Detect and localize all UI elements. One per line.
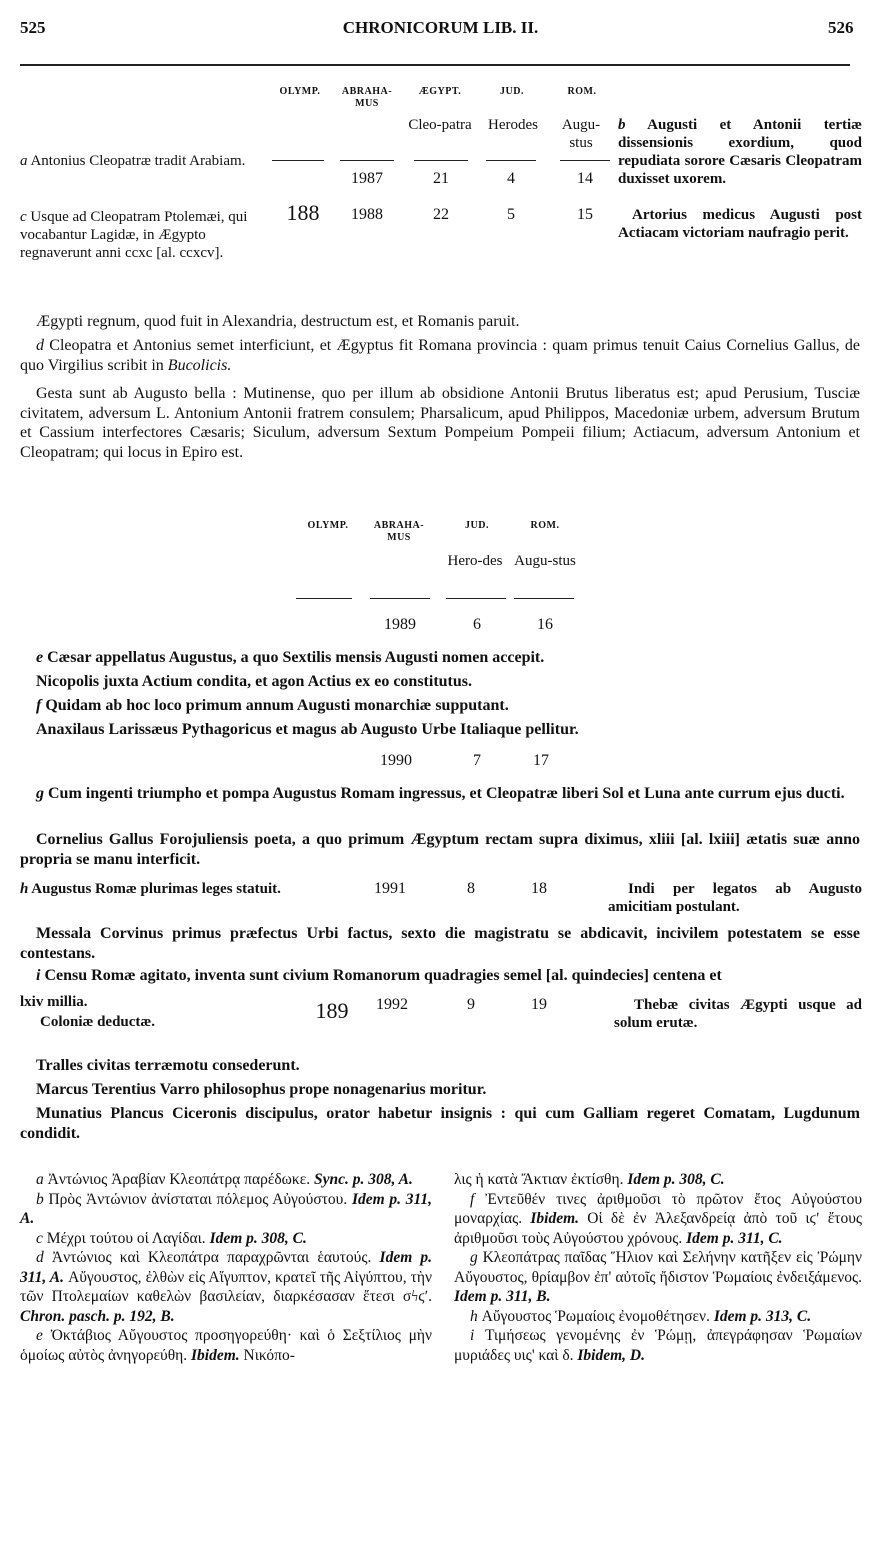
rule-dash [340,160,394,161]
t2-col-jud: JUD. [465,520,489,531]
book: Bucolicis. [167,356,232,374]
jud-9: 9 [467,996,475,1013]
ref: Ibidem. [530,1210,580,1227]
rule-dash [414,160,468,161]
marker: h [470,1307,478,1325]
t2-abraham-1989: 1989 [384,616,416,633]
col-abraham: ABRAHA-MUS [341,86,393,109]
entry-i-line2: lxiv millia. [20,994,88,1010]
ref: Idem p. 311, A. [20,1249,433,1286]
ref: Idem p. 313, C. [713,1307,812,1325]
marker: d [36,1249,44,1266]
row-a-rom: 14 [577,170,593,187]
row-a-aegypt: 21 [433,170,449,187]
ref: Ibidem, D. [577,1346,645,1364]
rom-18: 18 [531,880,547,897]
greek: Ἀντώνιος καὶ Κλεοπάτρα παραχρῶνται ἑαυτούς. [51,1249,372,1266]
text-end: centena et [652,967,722,984]
rule-dash [560,160,610,161]
t2-jud-6: 6 [473,616,481,633]
greek: Τιμήσεως γενομένης ἐν Ῥώμῃ, ἀπεγράφησαν Ῥωμαίων μυριάδες υις' καὶ δ. [454,1327,862,1364]
right-page-number: 526 [828,18,854,37]
text: Usque ad Cleopatram Ptolemæi, qui vocabantur Lagidæ, in Ægypto regnaverunt anni ccxc [20,209,248,261]
entry-h [20,880,320,898]
text: Cæsar appellatus Augustus, a quo Sextilis mensis Augusti nomen accepit. [47,649,545,666]
rom-17: 17 [533,752,549,769]
ref: Idem p. 308, C. [627,1171,725,1188]
text: Cornelius Gallus Forojuliensis poeta, a quo primum Ægyptum rectam supra diximus, xliii [36,831,675,848]
ref: Idem p. 311, A. [20,1190,432,1227]
variant: [al. lxiii] [680,831,740,848]
marker: b [36,1190,44,1208]
entry-gallus [20,830,860,869]
jud-7: 7 [473,752,481,769]
greek: Ὀκτάβιος Αὔγουστος προσηγορεύθη· καὶ ὁ Σεξτίλιος μὴν ὁμοίως αὐτὸς ἀνηγορεύθη. [20,1327,433,1364]
greek: Ἀντώνιος Ἀραβίαν Κλεοπάτρᾳ παρέδωκε. [47,1171,311,1188]
running-title: CHRONICORUM LIB. II. [342,18,539,37]
footnote-f [454,1190,862,1249]
abraham-1990: 1990 [380,752,412,769]
entry-g [20,784,860,804]
entry-nicopolis: Nicopolis juxta Actium condita, et agon Actius ex eo constitutus. [36,673,472,690]
footnote-b [20,1190,432,1229]
rule-dash [272,160,324,161]
rule-dash [446,598,506,599]
ruler-aegypt: Cleo-patra [408,117,472,133]
t2-col-abraham: ABRAHA-MUS [373,520,425,543]
variant: [al. ccxcv]. [156,245,224,261]
marker: a [20,153,28,169]
variant: [al. quindecies] [545,967,649,984]
note-thebae: Thebæ civitas Ægypti usque ad solum erutæ. [614,997,862,1031]
text: Censu Romæ agitato, inventa sunt civium Romanorum quadragies semel [44,967,542,984]
marker: b [618,117,626,133]
ruler-jud: Herodes [488,117,538,133]
entry-f [20,696,860,716]
ruler-rom: Augu-stus [561,117,601,151]
footnote-i [454,1326,862,1365]
text: Cleopatra et Antonius semet interficiunt, et Ægyptus fit Romana provincia : quam primus tenuit Caius Cornelius Gallus, de quo Virgilius scribit in [20,337,860,374]
row-c-text [20,208,268,262]
text: Antonius Cleopatræ tradit Arabiam. [30,153,246,169]
rule-dash [296,598,352,599]
row-a-text [20,152,260,170]
greek-2: Αὔγουστος, ἐλθὼν εἰς Αἴγυπτον, κρατεῖ τῆς Αἰγύπτου, τὴν τῶν Πτολεμαίων καθελὼν βασιλείαν, διαρκέσασαν ἔτεσι σϟϛʹ. [20,1268,432,1305]
note-artorius: Artorius medicus Augusti post Actiacam victoriam naufragio perit. [618,207,862,241]
ref: Sync. p. 308, A. [313,1171,413,1188]
marker: g [470,1249,478,1266]
t2-ruler-rom: Augu-stus [514,553,576,569]
marker: c [20,209,27,225]
greek-2: Οἱ δὲ ἐν Ἀλεξανδρείᾳ ἀπὸ τοῦ ιϛʹ ἔτους ἀριθμοῦσι τοὺς Αὐγούστου χρόνους. [454,1210,863,1247]
marker: c [36,1229,43,1247]
paragraph-aegypti: Ægypti regnum, quod fuit in Alexandria, destructum est, et Romanis paruit. [36,313,520,330]
footnotes-left [20,1170,432,1365]
greek: Κλεοπάτρας παῖδας Ἥλιον καὶ Σελήνην κατῆξεν εἰς Ῥώμην Αὔγουστος, θρίαμβον ἐπ' αὐτοῖς ἤδιστον Ῥωμαίοις ἐνδειξάμενος. [454,1249,862,1286]
row-a-abraham: 1987 [351,170,383,187]
marker: e [36,649,44,666]
entry-anaxilaus: Anaxilaus Larissæus Pythagoricus et magus ab Augusto Urbe Italiaque pellitur. [36,721,579,738]
left-page-number: 525 [20,18,46,37]
footnotes-right [454,1170,862,1365]
text-end: ætatis suæ anno propria se manu interficit. [20,831,861,868]
rule-dash [514,598,574,599]
t2-col-olymp: OLYMP. [307,520,349,531]
footnote-e [20,1326,432,1365]
marker: d [36,337,44,354]
note-b [618,116,862,188]
col-olymp: OLYMP. [279,86,321,97]
footnote-g [454,1248,862,1307]
footnote-c [20,1229,432,1249]
entry-tralles: Tralles civitas terræmotu consederunt. [36,1057,300,1074]
greek: Ἐντεῦθέν τινες ἀριθμοῦσι τὸ πρῶτον ἔτος Αὐγούστου μοναρχίας. [454,1190,862,1227]
rom-19: 19 [531,996,547,1013]
footnote-e-cont [454,1170,862,1190]
text: Cum ingenti triumpho et pompa Augustus Romam ingressus, et Cleopatræ liberi Sol et Luna ante currum ejus ducti. [48,785,845,802]
row-c-jud: 5 [507,206,515,223]
entry-messala: Messala Corvinus primus præfectus Urbi factus, sexto die magistratu se abdicavit, incivilem potestatem se esse contestans. [20,925,860,962]
marker: a [36,1171,44,1188]
greek: λις ἡ κατὰ Ἄκτιαν ἐκτίσθη. [454,1171,624,1188]
marker: f [36,697,42,714]
col-rom: ROM. [567,86,597,97]
row-c-aegypt: 22 [433,206,449,223]
marker: e [36,1327,43,1344]
t2-col-rom: ROM. [530,520,560,531]
abraham-1992: 1992 [376,996,408,1013]
paragraph-gesta: Gesta sunt ab Augusto bella : Mutinense, quo per illum ab obsidione Antonii Brutus liberatus est; apud Perusium, Tusciæ civitatem, adversum L. Antonium Antonii fratrem consulem; Pharsalicum, apud Philippos, Macedoniæ urbem, adversum Brutum et Cassium interfectores Cæsaris; Siculum, adversum Sextum Pompeium Pompeii filium; Actiacum, adversum Antonium et Cleopatram; qui locus in Epiro est. [20,385,860,461]
text: Quidam ab hoc loco primum annum Augusti monarchiæ supputant. [45,697,509,714]
t2-rom-16: 16 [537,616,553,633]
entry-e [20,648,860,668]
footnote-d [20,1248,432,1326]
marker: g [36,785,44,802]
greek: Πρὸς Ἀντώνιον ἀνίσταται πόλεμος Αὐγούστου. [48,1190,348,1208]
marker: i [36,967,41,984]
row-c-rom: 15 [577,206,593,223]
entry-varro: Marcus Terentius Varro philosophus prope nonagenarius moritur. [36,1081,487,1098]
olymp-188: 188 [286,200,320,225]
entry-i [20,966,860,986]
ref: Idem p. 308, C. [209,1229,307,1247]
greek: Μέχρι τούτου οἱ Λαγίδαι. [46,1229,206,1247]
text: Augustus Romæ plurimas leges statuit. [31,881,281,897]
paragraph-d [20,336,860,375]
col-jud: JUD. [500,86,524,97]
olymp-189: 189 [315,998,349,1023]
h-note-indi: Indi per legatos ab Augusto amicitiam postulant. [608,881,862,915]
footnote-h [454,1307,862,1327]
greek-2: Νικόπο- [243,1346,295,1364]
greek: Αὔγουστος Ῥωμαίοις ἐνομοθέτησεν. [481,1307,710,1325]
rule-dash [370,598,430,599]
jud-8: 8 [467,880,475,897]
rule-dash [486,160,536,161]
marker: i [470,1327,475,1344]
abraham-1991: 1991 [374,880,406,897]
ref-2: Chron. pasch. p. 192, B. [20,1307,175,1325]
header-rule [20,64,850,66]
marker: f [470,1190,475,1208]
ref-2: Idem p. 311, C. [686,1229,783,1247]
ref: Idem p. 311, B. [454,1288,551,1305]
ref: Ibidem. [191,1346,240,1364]
marker: h [20,881,29,897]
col-aegypt: ÆGYPT. [418,86,462,97]
t2-ruler-jud: Hero-des [447,553,503,569]
row-c-abraham: 1988 [351,206,383,223]
entry-munatius: Munatius Plancus Ciceronis discipulus, orator habetur insignis : qui cum Galliam regeret Comatam, Lugdunum condidit. [20,1105,860,1142]
row-a-jud: 4 [507,170,515,187]
entry-coloniae: Coloniæ deductæ. [40,1014,156,1030]
text: Augusti et Antonii tertiæ dissensionis exordium, quod repudiata sorore Cæsaris Cleopatram duxisset uxorem. [618,117,862,187]
footnote-a [20,1170,432,1190]
